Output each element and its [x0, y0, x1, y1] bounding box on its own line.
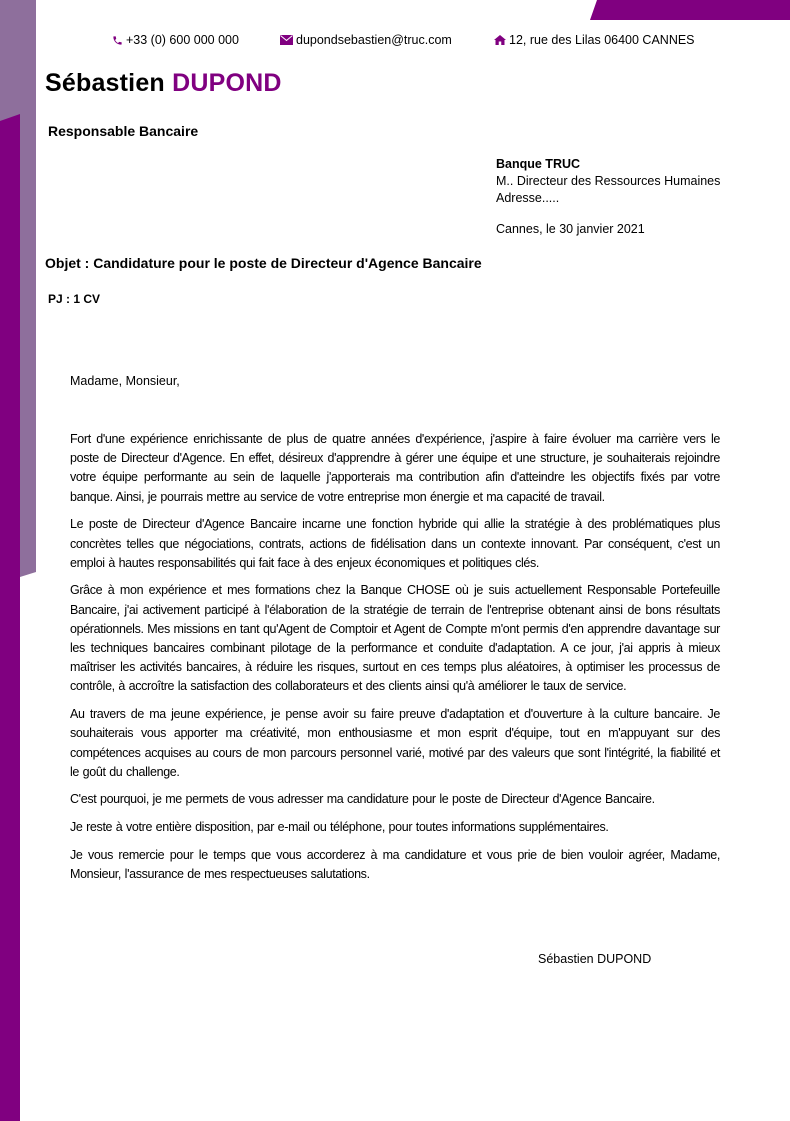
- subject-line: Objet : Candidature pour le poste de Directeur d'Agence Bancaire: [45, 255, 482, 271]
- sender-last-name: DUPOND: [172, 69, 282, 97]
- sender-first-name: Sébastien: [45, 69, 165, 97]
- recipient-address: Adresse.....: [496, 191, 560, 205]
- paragraph: Je vous remercie pour le temps que vous accorderez à ma candidature et vous prie de bien vouloir agréer, Madame, Monsieur, l'assurance de mes respectueuses salutations.: [70, 847, 720, 882]
- paragraph: Le poste de Directeur d'Agence Bancaire incarne une fonction hybride qui allie la stratégie à des problématiques plus concrètes telles que négociations, contrats, actions de fidélisation dans un contexte innovant. Par conséquent, c'est un emploi à hautes responsabilités qui fait face à des enjeux économiques et politiques clés.: [70, 517, 720, 570]
- email-address[interactable]: dupondsebastien@truc.com: [296, 33, 452, 47]
- paragraph: Je reste à votre entière disposition, par e-mail ou téléphone, pour toutes informations supplémentaires.: [70, 820, 609, 835]
- decorative-band-dark: [0, 0, 20, 1121]
- job-title: Responsable Bancaire: [48, 123, 199, 139]
- sender-name: [45, 69, 282, 98]
- decorative-band-top: [590, 0, 790, 20]
- envelope-icon: [280, 35, 293, 45]
- paragraph: Grâce à mon expérience et mes formations chez la Banque CHOSE où je suis actuellement Responsable Portefeuille Bancaire, j'ai activement participé à l'élaboration de la stratégie de terrain de l'entreprise obtenant ainsi de bons résultats opérationnels. Mes missions en tant qu'Agent de Comptoir et Agent de Compte m'ont permis d'en apprendre davantage sur les techniques bancaires combinant pilotage de la performance et conduite d'adaptation. A ce jour, j'ai appris à mieux maîtriser les activités bancaires, à réduire les risques, surtout en ces temps plus aléatoires, à optimiser les processus de contrôle, à accroître la satisfaction des collaborateurs et des clients ainsi qu'à améliorer le taux de service.: [70, 583, 720, 694]
- paragraph: Au travers de ma jeune expérience, je pense avoir su faire preuve d'adaptation et d'ouverture à la culture bancaire. Je souhaiterais vous apporter ma créativité, mon enthousiasme et mon esprit d'équipe, tout en m'appuyant sur des compétences acquises au cours de mon parcours personnel varié, motivé par des valeurs que sont l'intégrité, la fiabilité et le goût du challenge.: [70, 707, 720, 779]
- recipient-contact: M.. Directeur des Ressources Humaines: [496, 174, 721, 188]
- phone-icon: [112, 35, 123, 46]
- paragraph: Fort d'une expérience enrichissante de plus de quatre années d'expérience, j'aspire à faire évoluer ma carrière vers le poste de Directeur d'Agence. En effet, désireux d'apprendre à gérer une équipe et une structure, je souhaiterais rejoindre votre équipe performante au sein de laquelle j'apporterais ma contribution afin d'atteindre les objectifs fixés par votre banque. Ainsi, je pourrais mettre au service de votre entreprise mon énergie et ma capacité de travail.: [70, 432, 720, 504]
- recipient-company: Banque TRUC: [496, 157, 581, 171]
- letter-body: [70, 430, 720, 893]
- contact-phone: [112, 33, 239, 47]
- attachments-line: PJ : 1 CV: [48, 292, 101, 306]
- recipient-block: [496, 156, 720, 207]
- home-icon: [494, 35, 506, 45]
- greeting: Madame, Monsieur,: [70, 374, 180, 388]
- paragraph: C'est pourquoi, je me permets de vous adresser ma candidature pour le poste de Directeur d'Agence Bancaire.: [70, 792, 655, 807]
- date-line: Cannes, le 30 janvier 2021: [496, 222, 645, 236]
- contact-email: [280, 33, 452, 47]
- postal-address: 12, rue des Lilas 06400 CANNES: [509, 33, 695, 47]
- contact-address: [494, 33, 695, 47]
- phone-number[interactable]: +33 (0) 600 000 000: [126, 33, 239, 47]
- signature: Sébastien DUPOND: [538, 952, 652, 966]
